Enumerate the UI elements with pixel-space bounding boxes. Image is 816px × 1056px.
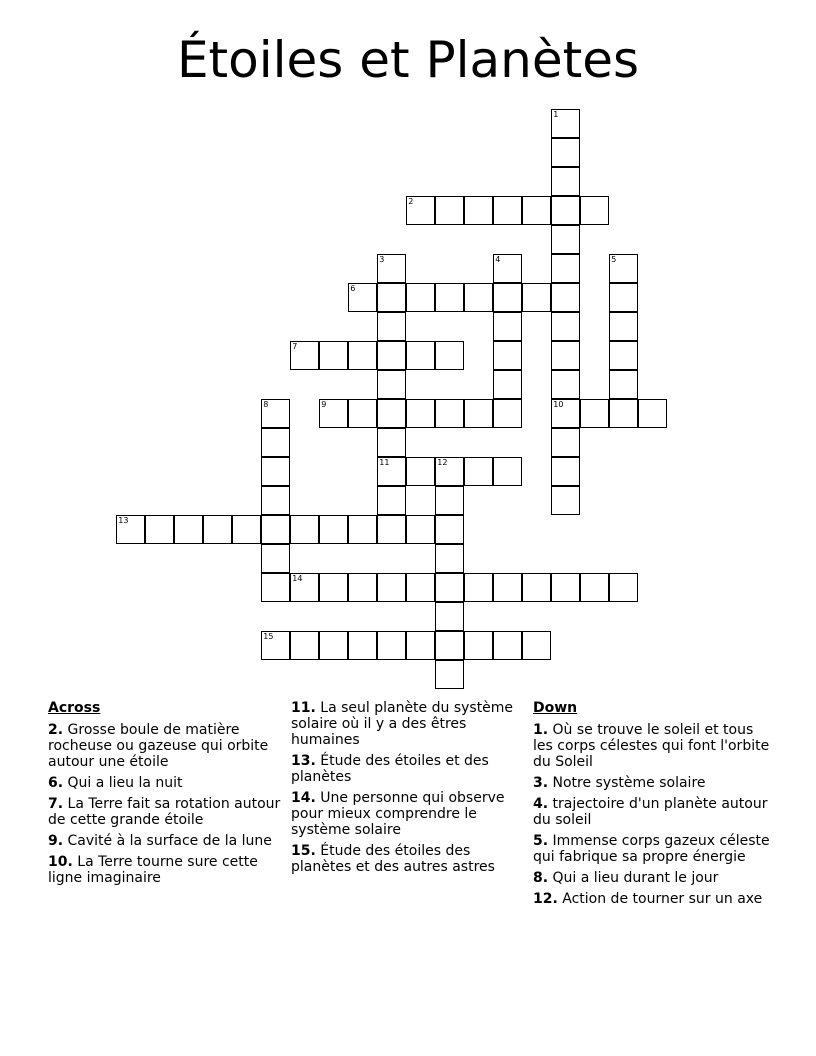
grid-cell[interactable]	[609, 312, 638, 341]
grid-cell[interactable]	[261, 457, 290, 486]
grid-cell[interactable]	[551, 399, 580, 428]
clue-down-12	[533, 891, 773, 907]
clue-number: 14.	[291, 790, 316, 806]
clue-text: La seul planète du système solaire où il y a des êtres humaines	[291, 700, 514, 748]
cell-number: 15	[263, 632, 274, 642]
cell-number: 1	[553, 110, 559, 120]
grid-cell[interactable]	[261, 631, 290, 660]
grid-cell[interactable]	[348, 341, 377, 370]
grid-cell[interactable]	[377, 573, 406, 602]
grid-cell[interactable]	[464, 283, 493, 312]
grid-cell[interactable]	[435, 544, 464, 573]
grid-cell[interactable]	[464, 631, 493, 660]
grid-cell[interactable]	[551, 341, 580, 370]
grid-cell[interactable]	[551, 225, 580, 254]
grid-cell[interactable]	[435, 602, 464, 631]
grid-cell[interactable]	[261, 573, 290, 602]
clue-down-5	[533, 833, 773, 865]
grid-cell[interactable]	[377, 631, 406, 660]
clue-text: Qui a lieu durant le jour	[552, 870, 719, 886]
grid-cell[interactable]	[522, 631, 551, 660]
grid-cell[interactable]	[145, 515, 174, 544]
grid-cell[interactable]	[377, 283, 406, 312]
grid-cell[interactable]	[493, 399, 522, 428]
grid-cell[interactable]	[435, 660, 464, 689]
clue-text: Cavité à la surface de la lune	[67, 833, 272, 849]
grid-cell[interactable]	[232, 515, 261, 544]
grid-cell[interactable]	[261, 544, 290, 573]
grid-cell[interactable]	[203, 515, 232, 544]
cell-number: 11	[379, 458, 390, 468]
grid-cell[interactable]	[493, 283, 522, 312]
grid-cell[interactable]	[435, 486, 464, 515]
down-clues	[533, 700, 773, 912]
clue-number: 7.	[48, 796, 64, 812]
clue-text: Où se trouve le soleil et tous les corps célestes qui font l'orbite du Soleil	[533, 722, 770, 770]
grid-cell[interactable]	[580, 196, 609, 225]
grid-cell[interactable]	[319, 341, 348, 370]
grid-cell[interactable]	[377, 486, 406, 515]
clue-number: 2.	[48, 722, 64, 738]
clue-text: Notre système solaire	[552, 775, 706, 791]
grid-cell[interactable]	[406, 631, 435, 660]
grid-cell[interactable]	[290, 573, 319, 602]
grid-cell[interactable]	[435, 631, 464, 660]
grid-cell[interactable]	[638, 399, 667, 428]
grid-cell[interactable]	[464, 457, 493, 486]
clue-number: 11.	[291, 700, 316, 716]
clue-across-11	[291, 700, 526, 748]
clue-down-3	[533, 775, 773, 791]
clue-across-14	[291, 790, 526, 838]
cell-number: 10	[553, 400, 564, 410]
grid-cell[interactable]	[435, 573, 464, 602]
grid-cell[interactable]	[406, 399, 435, 428]
clue-text: La Terre fait sa rotation autour de cette grande étoile	[48, 796, 281, 828]
clue-across-2	[48, 722, 283, 770]
cell-number: 4	[495, 255, 501, 265]
grid-cell[interactable]	[493, 254, 522, 283]
grid-cell[interactable]	[464, 196, 493, 225]
grid-cell[interactable]	[319, 573, 348, 602]
clue-text: trajectoire d'un planète autour du soleil	[533, 796, 768, 828]
grid-cell[interactable]	[551, 573, 580, 602]
grid-cell[interactable]	[551, 167, 580, 196]
grid-cell[interactable]	[348, 573, 377, 602]
page-title: Étoiles et Planètes	[176, 31, 640, 89]
grid-cell[interactable]	[435, 283, 464, 312]
grid-cell[interactable]	[609, 283, 638, 312]
grid-cell[interactable]	[580, 573, 609, 602]
clue-number: 3.	[533, 775, 549, 791]
clue-across-13	[291, 753, 526, 785]
grid-cell[interactable]	[580, 399, 609, 428]
cell-number: 14	[292, 574, 303, 584]
cell-number: 9	[321, 400, 327, 410]
cell-number: 6	[350, 284, 356, 294]
grid-cell[interactable]	[609, 573, 638, 602]
grid-cell[interactable]	[406, 283, 435, 312]
grid-cell[interactable]	[377, 370, 406, 399]
grid-cell[interactable]	[348, 631, 377, 660]
down-heading: Down	[533, 700, 578, 716]
grid-cell[interactable]	[406, 515, 435, 544]
grid-cell[interactable]	[551, 486, 580, 515]
grid-cell[interactable]	[493, 573, 522, 602]
grid-cell[interactable]	[435, 399, 464, 428]
grid-cell[interactable]	[522, 573, 551, 602]
clue-text: Qui a lieu la nuit	[67, 775, 183, 791]
grid-cell[interactable]	[493, 370, 522, 399]
cell-number: 13	[118, 516, 129, 526]
grid-cell[interactable]	[377, 399, 406, 428]
cell-number: 8	[263, 400, 269, 410]
clue-number: 4.	[533, 796, 549, 812]
grid-cell[interactable]	[290, 631, 319, 660]
grid-cell[interactable]	[261, 399, 290, 428]
grid-cell[interactable]	[435, 515, 464, 544]
clue-across-6	[48, 775, 283, 791]
grid-cell[interactable]	[377, 428, 406, 457]
grid-cell[interactable]	[261, 515, 290, 544]
clue-number: 1.	[533, 722, 549, 738]
clue-number: 9.	[48, 833, 64, 849]
grid-cell[interactable]	[551, 312, 580, 341]
grid-cell[interactable]	[493, 196, 522, 225]
grid-cell[interactable]	[464, 399, 493, 428]
clue-text: Grosse boule de matière rocheuse ou gazeuse qui orbite autour une étoile	[48, 722, 269, 770]
grid-cell[interactable]	[406, 457, 435, 486]
grid-cell[interactable]	[493, 631, 522, 660]
clue-number: 15.	[291, 843, 316, 859]
grid-cell[interactable]	[551, 370, 580, 399]
grid-cell[interactable]	[406, 341, 435, 370]
grid-cell[interactable]	[261, 486, 290, 515]
clue-number: 12.	[533, 891, 558, 907]
clue-across-10	[48, 854, 283, 886]
grid-cell[interactable]	[290, 515, 319, 544]
cell-number: 5	[611, 255, 617, 265]
cell-number: 2	[408, 197, 414, 207]
grid-cell[interactable]	[609, 370, 638, 399]
clue-text: Immense corps gazeux céleste qui fabrique sa propre énergie	[533, 833, 770, 865]
grid-cell[interactable]	[290, 341, 319, 370]
grid-cell[interactable]	[116, 515, 145, 544]
clue-text: Action de tourner sur un axe	[562, 891, 763, 907]
clue-number: 10.	[48, 854, 73, 870]
grid-cell[interactable]	[261, 428, 290, 457]
grid-cell[interactable]	[348, 283, 377, 312]
cell-number: 7	[292, 342, 298, 352]
grid-cell[interactable]	[609, 341, 638, 370]
clue-across-7	[48, 796, 283, 828]
clue-number: 8.	[533, 870, 549, 886]
clue-down-1	[533, 722, 773, 770]
across-clues-continued	[291, 700, 526, 880]
grid-cell[interactable]	[522, 283, 551, 312]
grid-cell[interactable]	[348, 399, 377, 428]
grid-cell[interactable]	[551, 283, 580, 312]
grid-cell[interactable]	[493, 341, 522, 370]
clue-across-15	[291, 843, 526, 875]
grid-cell[interactable]	[319, 515, 348, 544]
grid-cell[interactable]	[551, 109, 580, 138]
grid-cell[interactable]	[319, 399, 348, 428]
grid-cell[interactable]	[522, 196, 551, 225]
grid-cell[interactable]	[435, 341, 464, 370]
grid-cell[interactable]	[493, 312, 522, 341]
clue-number: 6.	[48, 775, 64, 791]
grid-cell[interactable]	[319, 631, 348, 660]
across-heading: Across	[48, 700, 101, 716]
grid-cell[interactable]	[609, 254, 638, 283]
clue-across-9	[48, 833, 283, 849]
grid-cell[interactable]	[551, 457, 580, 486]
grid-cell[interactable]	[464, 573, 493, 602]
across-clues	[48, 700, 283, 891]
clue-text: Étude des étoiles des planètes et des autres astres	[291, 843, 495, 875]
clue-text: Une personne qui observe pour mieux comprendre le système solaire	[291, 790, 505, 838]
clue-text: La Terre tourne sure cette ligne imaginaire	[48, 854, 258, 886]
grid-cell[interactable]	[551, 138, 580, 167]
grid-cell[interactable]	[348, 515, 377, 544]
clue-down-4	[533, 796, 773, 828]
cell-number: 12	[437, 458, 448, 468]
grid-cell[interactable]	[377, 457, 406, 486]
grid-cell[interactable]	[609, 399, 638, 428]
grid-cell[interactable]	[377, 515, 406, 544]
grid-cell[interactable]	[406, 196, 435, 225]
clue-number: 5.	[533, 833, 549, 849]
grid-cell[interactable]	[435, 196, 464, 225]
clue-number: 13.	[291, 753, 316, 769]
grid-cell[interactable]	[551, 428, 580, 457]
cell-number: 3	[379, 255, 385, 265]
grid-cell[interactable]	[377, 254, 406, 283]
grid-cell[interactable]	[551, 196, 580, 225]
grid-cell[interactable]	[551, 254, 580, 283]
grid-cell[interactable]	[493, 457, 522, 486]
grid-cell[interactable]	[435, 457, 464, 486]
grid-cell[interactable]	[377, 312, 406, 341]
grid-cell[interactable]	[174, 515, 203, 544]
clue-text: Étude des étoiles et des planètes	[291, 753, 489, 785]
grid-cell[interactable]	[406, 573, 435, 602]
clue-down-8	[533, 870, 773, 886]
grid-cell[interactable]	[377, 341, 406, 370]
